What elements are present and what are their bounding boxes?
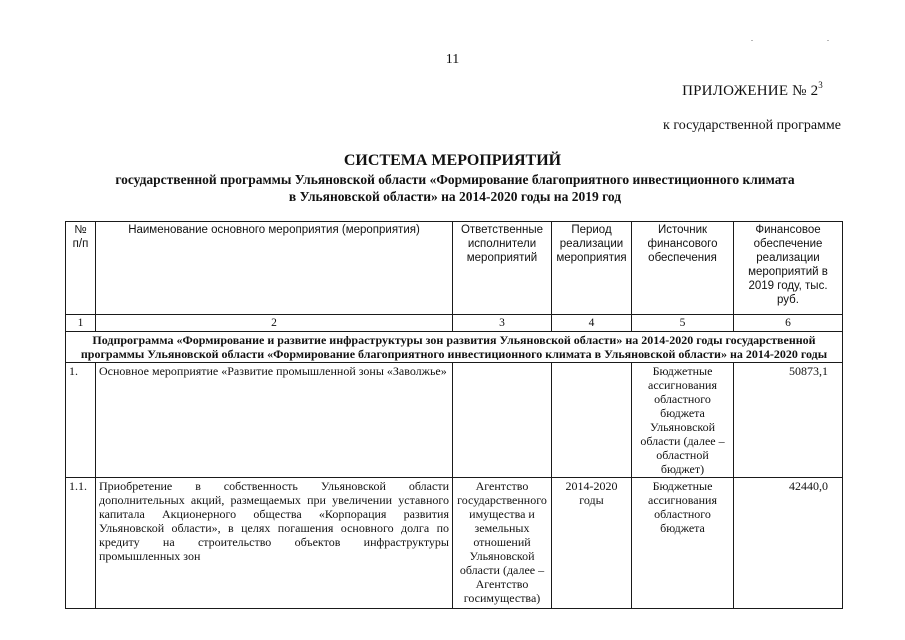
header-source: Источник финансового обеспечения [632, 222, 734, 315]
row-source: Бюджетные ассигнования областного бюджета Ульяновской области (далее – областной бюджет) [632, 363, 734, 478]
header-name: Наименование основного мероприятия (мероприятия) [96, 222, 453, 315]
column-number: 2 [96, 315, 453, 332]
header-period: Период реализации мероприятия [552, 222, 632, 315]
appendix-label: ПРИЛОЖЕНИЕ № 2 [682, 83, 819, 99]
row-executors [453, 363, 552, 478]
appendix-reference: к государственной программе [663, 118, 841, 133]
appendix-superscript: 3 [818, 80, 823, 90]
row-executors: Агентство государственного имущества и земельных отношений Ульяновской области (далее – Агентство госимущества) [453, 478, 552, 609]
subtitle-line-1: государственной программы Ульяновской области «Формирование благоприятного инвестиционного климата [115, 172, 795, 187]
subprogram-title: Подпрограмма «Формирование и развитие инфраструктуры зон развития Ульяновской области» на 2014-2020 годы государственной программы Ульяновской области «Формирование благоприятного инвестиционного климата в Ульяновской области» на 2014-2020 годы [66, 332, 843, 363]
subtitle-line-2: в Ульяновской области» на 2014-2020 годы на 2019 год [288, 189, 622, 204]
row-name: Приобретение в собственность Ульяновской области дополнительных акций, размещаемых при увеличении уставного капитала Акционерного общества «Корпорация развития Ульяновской области», в целях погашения основного долга по кредиту на строительство объектов инфраструктуры промышленных зон [96, 478, 453, 609]
row-number: 1.1. [66, 478, 96, 609]
row-amount: 50873,1 [734, 363, 843, 478]
column-number: 4 [552, 315, 632, 332]
row-amount: 42440,0 [734, 478, 843, 609]
row-period: 2014-2020 годы [552, 478, 632, 609]
row-source: Бюджетные ассигнования областного бюджета [632, 478, 734, 609]
document-title: СИСТЕМА МЕРОПРИЯТИЙ [343, 152, 562, 169]
measures-table [65, 221, 843, 609]
header-executors: Ответственные исполнители мероприятий [453, 222, 552, 315]
column-number: 1 [66, 315, 96, 332]
column-number: 5 [632, 315, 734, 332]
column-number-row [66, 315, 843, 332]
table-row [66, 478, 843, 609]
document-subtitle [60, 171, 850, 205]
subprogram-row [66, 332, 843, 363]
row-period [552, 363, 632, 478]
appendix-heading [682, 80, 823, 100]
column-number: 3 [453, 315, 552, 332]
row-name: Основное мероприятие «Развитие промышленной зоны «Заволжье» [96, 363, 453, 478]
table-header-row [66, 222, 843, 315]
column-number: 6 [734, 315, 843, 332]
header-number: № п/п [66, 222, 96, 315]
page-number: 11 [445, 52, 460, 67]
header-funding: Финансовое обеспечение реализации мероприятий в 2019 году, тыс. руб. [734, 222, 843, 315]
scan-marks: . . [751, 34, 865, 43]
row-number: 1. [66, 363, 96, 478]
table-row [66, 363, 843, 478]
